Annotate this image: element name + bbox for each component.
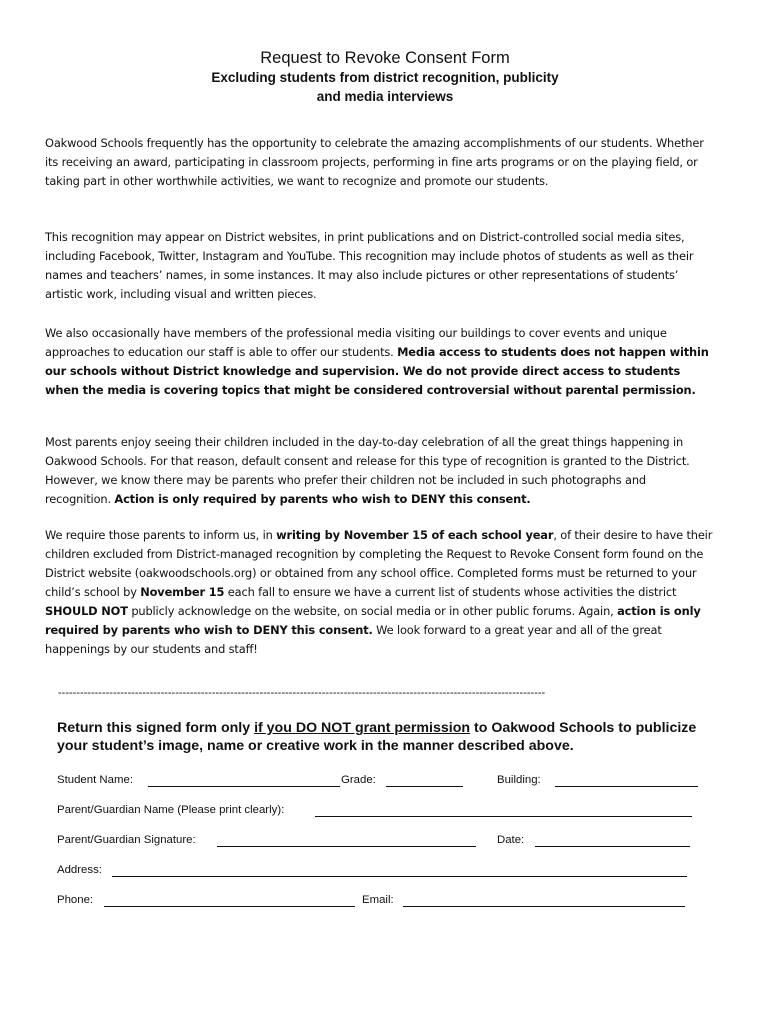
email-field[interactable] xyxy=(403,906,685,907)
return-notice-underlined: if you DO NOT grant permission xyxy=(254,720,471,736)
date-field[interactable] xyxy=(535,846,690,847)
field-row-parent-name xyxy=(57,802,707,818)
paragraph-recognition-text: This recognition may appear on District websites, in print publications and on District-controlled social media sites, including Facebook, Twitter, Instagram and YouTube. This recognition may include photos of students as well as their names and teachers’ names, in some instances. It may also include pictures or other representations of students’ artistic work, including visual and written pieces. xyxy=(45,230,694,301)
paragraph-recognition xyxy=(45,228,715,304)
parent-name-field[interactable] xyxy=(315,816,692,817)
paragraph-default-consent-text xyxy=(45,433,715,509)
parent-signature-label: Parent/Guardian Signature: xyxy=(57,834,196,846)
req-e: each fall to ensure we have a current list of students whose activities the district xyxy=(224,585,677,599)
building-field[interactable] xyxy=(555,786,698,787)
return-notice-part1: Return this signed form only xyxy=(57,720,255,736)
field-row-signature xyxy=(57,832,707,848)
req-i: We look forward to a great year and all of the great happenings by our students and staff! xyxy=(45,623,662,656)
paragraph-requirements xyxy=(45,526,715,659)
req-c: , of their desire to have their children excluded from District-managed recognition by completing the Request to Revoke Consent form found on the District website (oakwoodschools.org) or obtained from any school office. Completed forms must be returned to your child’s school by xyxy=(45,528,713,599)
date-label: Date: xyxy=(497,834,525,846)
default-consent-bold: Action is only required by parents who wish to DENY this consent. xyxy=(114,492,531,506)
address-label: Address: xyxy=(57,864,102,876)
grade-label: Grade: xyxy=(341,774,376,786)
req-b: writing by November 15 of each school year xyxy=(276,528,554,542)
media-text-bold: Media access to students does not happen within our schools without District knowledge and supervision. We do not provide direct access to students when the media is covering topics that might be considered controversial without parental permission. xyxy=(45,345,709,397)
paragraph-intro-text: Oakwood Schools frequently has the opportunity to celebrate the amazing accomplishments of our students. Whether its receiving an award, participating in classroom projects, performing in fine arts programs or on the playing field, or taking part in other worthwhile activities, we want to recognize and promote our students. xyxy=(45,136,704,188)
phone-label: Phone: xyxy=(57,894,94,906)
req-h: action is only required by parents who wish to DENY this consent. xyxy=(45,604,701,637)
building-label: Building: xyxy=(497,774,541,786)
paragraph-default-consent xyxy=(45,433,715,509)
req-f: SHOULD NOT xyxy=(45,604,128,618)
return-notice-part3: to Oakwood Schools to publicize your student’s image, name or creative work in the manner described above. xyxy=(57,720,697,754)
field-row-student xyxy=(57,772,707,788)
parent-name-label: Parent/Guardian Name (Please print clearly): xyxy=(57,804,285,816)
student-name-label: Student Name: xyxy=(57,774,133,786)
form-subtitle xyxy=(0,68,770,106)
form-title: Request to Revoke Consent Form xyxy=(260,49,510,67)
cut-line-divider: ------------------------------------------------------------------------------------------------------------------------------------- xyxy=(58,687,546,699)
default-consent-plain: Most parents enjoy seeing their children included in the day-to-day celebration of all the great things happening in Oakwood Schools. For that reason, default consent and release for this type of recognition is granted to the District. However, we know there may be parents who prefer their children not be included in such photographs and recognition. xyxy=(45,435,690,506)
paragraph-media xyxy=(45,324,715,400)
grade-field[interactable] xyxy=(386,786,463,787)
req-g: publicly acknowledge on the website, on social media or in other public forums. Again, xyxy=(127,604,618,618)
address-field[interactable] xyxy=(112,876,687,877)
student-name-field[interactable] xyxy=(148,786,340,787)
field-row-contact xyxy=(57,892,707,908)
subtitle-line-2: and media interviews xyxy=(316,89,454,104)
paragraph-requirements-text xyxy=(45,526,715,659)
paragraph-intro xyxy=(45,134,715,191)
media-text-plain: We also occasionally have members of the professional media visiting our buildings to cover events and unique approaches to education our staff is able to offer our students. xyxy=(45,326,667,359)
parent-signature-field[interactable] xyxy=(217,846,476,847)
req-a: We require those parents to inform us, in xyxy=(45,528,277,542)
req-d: November 15 xyxy=(140,585,225,599)
return-notice xyxy=(57,719,727,755)
email-label: Email: xyxy=(362,894,394,906)
paragraph-media-text xyxy=(45,324,715,400)
field-row-address xyxy=(57,862,707,878)
subtitle-line-1: Excluding students from district recognition, publicity xyxy=(211,70,559,85)
phone-field[interactable] xyxy=(104,906,355,907)
